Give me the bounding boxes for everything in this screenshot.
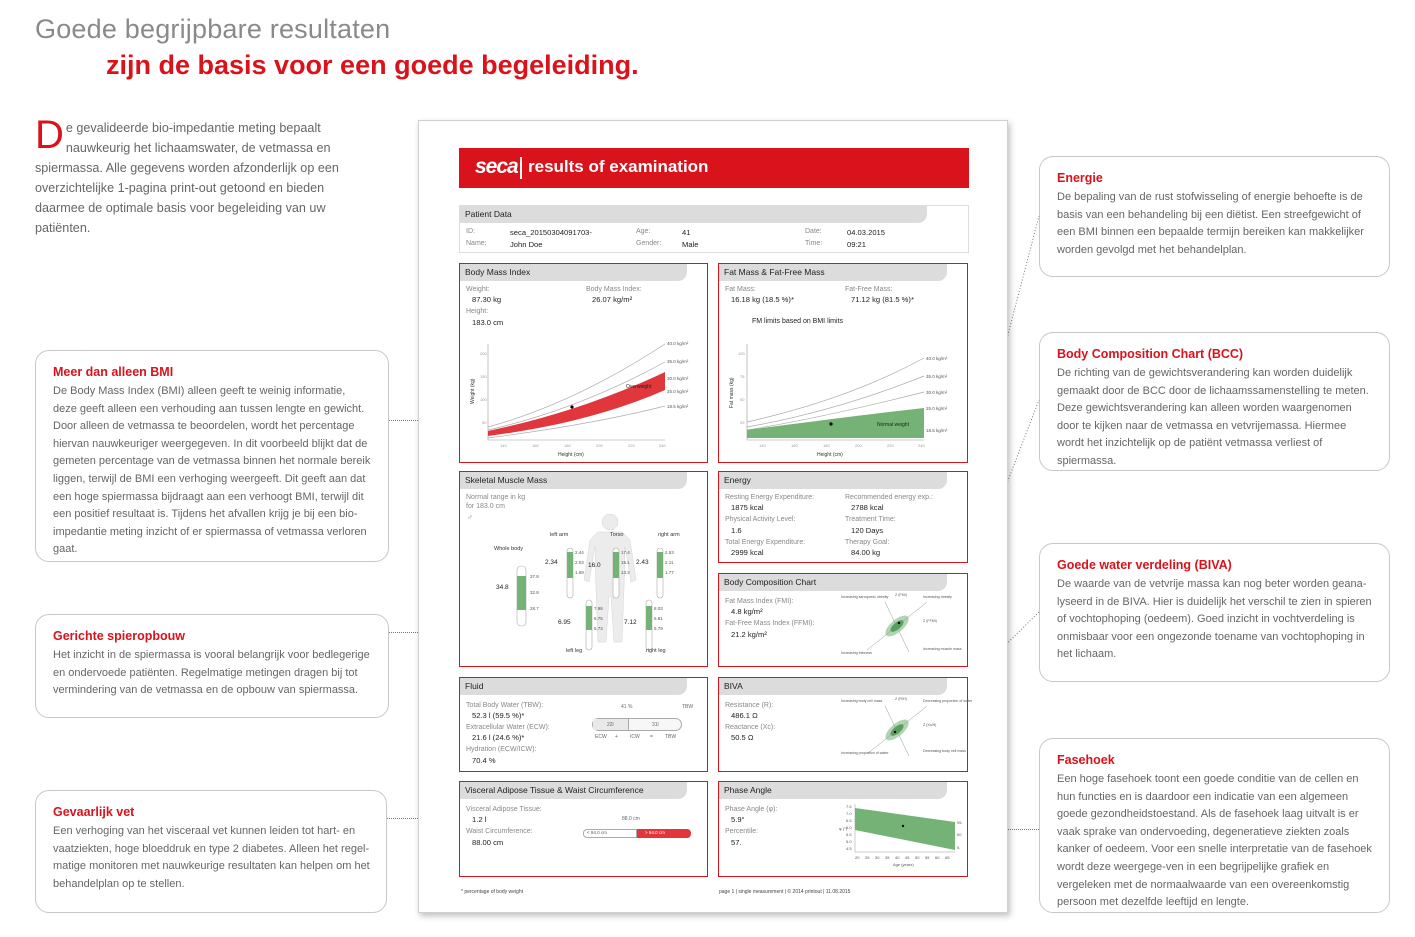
phase-ytick: 6.5 <box>846 818 852 823</box>
box-header: Body Composition Chart <box>719 574 947 591</box>
callout-title: Gevaarlijk vet <box>53 805 135 819</box>
age-value: 41 <box>682 228 691 237</box>
height-value: 183.0 cm <box>472 318 504 327</box>
bmi-xlabel: Height (cm) <box>558 452 584 458</box>
waist-low-label: < 94.0 cm <box>587 830 607 835</box>
r-value: 486.1 Ω <box>731 711 758 720</box>
callout-title: Gerichte spieropbouw <box>53 629 185 643</box>
tee-value: 2999 kcal <box>731 548 764 557</box>
right-leg-scale: 5.79 <box>654 626 663 631</box>
bmi-curve-label-25: 25.0 kg/m² <box>667 389 689 394</box>
left-arm-value: 2.34 <box>545 559 558 566</box>
callout-spier <box>35 614 389 718</box>
time-value: 09:21 <box>847 240 867 249</box>
right-leg-scale: 8.03 <box>654 606 663 611</box>
fm-xtick: 240 <box>918 443 925 448</box>
ffmi-label: Fat-Free Mass Index (FFMI): <box>725 620 815 627</box>
bmi-ytick: 50 <box>482 420 487 425</box>
phase-ytick: 7.0 <box>846 811 852 816</box>
torso-scale: 17.4 <box>621 550 630 555</box>
date-label: Date: <box>805 228 822 235</box>
left-arm-scale: 1.69 <box>575 570 584 575</box>
left-arm-scale: 2.44 <box>575 550 584 555</box>
biva-annotation: Decreasing body cell mass <box>923 749 966 753</box>
waist-value: 88.00 cm <box>472 838 504 847</box>
fm-band-label: Normal weight <box>877 422 909 428</box>
waist-bar <box>583 829 691 838</box>
gender-label: Gender: <box>636 240 662 247</box>
bcc-annotation: Z (FFMI) <box>923 619 937 623</box>
phase-chart <box>827 800 967 876</box>
bmi-ylabel: Weight (kg) <box>470 378 476 404</box>
torso-scale: 15.1 <box>621 560 630 565</box>
body-figure <box>460 496 709 666</box>
phase-xtick: 35 <box>885 855 890 860</box>
fmi-value: 4.8 kg/m² <box>731 607 763 616</box>
bcc-annotation: Increasing obesity <box>923 595 952 599</box>
vat-value: 1.2 l <box>472 815 487 824</box>
phase-ytick: 7.5 <box>846 804 852 809</box>
fm-xtick: 200 <box>855 443 862 448</box>
bcc-point <box>898 622 900 624</box>
bmi-xtick: 160 <box>532 443 539 448</box>
fluid-axis: ECW <box>595 734 607 740</box>
bmi-ytick: 200 <box>480 351 487 356</box>
fluid-ecw-amount: 22l <box>607 722 614 728</box>
intro-text <box>35 113 360 238</box>
label-left-arm: left arm <box>550 532 569 538</box>
rec-label: Recommended energy exp.: <box>845 494 933 501</box>
phase-xtick: 25 <box>865 855 870 860</box>
age-label: Age: <box>636 228 651 235</box>
phase-ytick: 4.5 <box>846 846 852 851</box>
label-whole-body: Whole body <box>494 546 524 552</box>
box-header: Fluid <box>460 678 687 695</box>
fm-yticks <box>738 351 745 425</box>
footer-note: * percentage of body weight <box>461 889 523 895</box>
tbw-label: Total Body Water (TBW): <box>466 702 544 709</box>
callout-title: Meer dan alleen BMI <box>53 365 174 379</box>
pa-value: 5.9° <box>731 815 745 824</box>
report-title: results of examination <box>528 157 709 176</box>
fm-curve-label-25: 25.0 kg/m² <box>926 406 948 411</box>
bcc-box <box>718 573 968 667</box>
printout <box>418 120 1008 913</box>
fm-value: 16.18 kg (18.5 %)* <box>731 295 794 304</box>
whole-scale: 32.8 <box>530 590 539 595</box>
logo-divider <box>520 157 522 179</box>
vat-box <box>459 781 708 877</box>
tbw-value: 52.3 l (59.5 %)* <box>472 711 525 720</box>
box-header: BIVA <box>719 678 947 695</box>
id-label: ID: <box>466 228 475 235</box>
phase-ylabel: φ (°) <box>839 826 847 831</box>
bmi-chart <box>460 332 709 462</box>
box-header: Skeletal Muscle Mass <box>460 472 687 489</box>
pal-label: Physical Activity Level: <box>725 516 796 523</box>
phase-point <box>902 825 904 827</box>
right-arm-scale: 2.11 <box>665 560 674 565</box>
phase-percentile: 5. <box>957 845 961 850</box>
smm-range: Normal range in kg <box>466 494 526 501</box>
ffmi-value: 21.2 kg/m² <box>731 630 767 639</box>
fluid-icw-amount: 31l <box>652 722 659 728</box>
fm-xticks <box>759 443 925 448</box>
ree-value: 1875 kcal <box>731 503 764 512</box>
bmi-curve-label-35: 35.0 kg/m² <box>667 359 689 364</box>
box-header: Phase Angle <box>719 782 947 799</box>
fm-note: FM limits based on BMI limits <box>752 318 844 325</box>
time-label: Time: <box>805 240 823 247</box>
whole-scale: 28.7 <box>530 606 539 611</box>
bmi-value: 26.07 kg/m² <box>592 295 633 304</box>
bmi-curve-label-18: 18.5 kg/m² <box>667 404 689 409</box>
smm-range2: for 183.0 cm <box>466 503 505 510</box>
treat-label: Treatment Time: <box>845 516 896 523</box>
fluid-axis: TBW <box>665 734 677 740</box>
bmi-label: Body Mass Index: <box>586 286 642 293</box>
ecw-value: 21.6 l (24.6 %)* <box>472 733 525 742</box>
phase-xtick: 30 <box>875 855 880 860</box>
torso-scale: 13.2 <box>621 570 630 575</box>
torso-value: 16.0 <box>588 562 601 569</box>
fm-ytick: 50 <box>740 397 745 402</box>
label-left-leg: left leg <box>566 648 583 654</box>
waist-marker: 88.0 cm <box>622 816 640 822</box>
bcc-annotation: Increasing thinness <box>841 651 872 655</box>
callout-bcc <box>1039 332 1390 471</box>
energy-box <box>718 471 968 563</box>
bmi-point <box>570 405 573 408</box>
callout-text: Het inzicht in de spiermassa is vooral belangrijk voor bedlegerige en ondervoede patiënten. Regelmatige metingen dragen bij tot vermindering van de vetmassa en de opbouw van spiermassa. <box>53 649 370 697</box>
ffm-label: Fat-Free Mass: <box>845 286 893 293</box>
phase-percentile: 95. <box>957 820 963 825</box>
biva-annotation: Decreasing proportion of water <box>923 699 973 703</box>
whole-value: 34.8 <box>496 584 509 591</box>
xc-label: Reactance (Xc): <box>725 724 776 731</box>
biva-chart <box>827 694 973 770</box>
intro-body: e gevalideerde bio-impedantie meting bepaalt nauwkeurig het lichaamswater, de vetmassa en spiermassa. Alle gegevens worden afzonderlijk op een overzichtelijke 1-pagina print-out getoond en bieden daarmee de optimale basis voor begeleiding van uw patiënten. <box>35 121 339 235</box>
pal-value: 1.6 <box>731 526 742 535</box>
callout-text: De bepaling van de rust stofwisseling of energie behoefte is de basis van een behandeling bij een diëtist. Een streefgewicht of een BMI binnen een bepaalde termijn bereiken kan makkelijker worden gevolgd met het behandelplan. <box>1057 191 1364 256</box>
phase-xtick: 55 <box>925 855 930 860</box>
treat-value: 120 Days <box>851 526 884 535</box>
bcc-annotation: Z (FMI) <box>895 593 907 597</box>
right-arm-scale: 2.53 <box>665 550 674 555</box>
biva-point <box>894 731 896 733</box>
callout-text: Een verhoging van het visceraal vet kunnen leiden tot hart- en vaatziekten, hoge bloeddruk en type 2 diabetes. Alleen het regel-matige monitoren met nauwkeurige resultaten kan helpen om het behandelplan op te stellen. <box>53 825 370 890</box>
fluid-axis: = <box>650 734 653 740</box>
bmi-band-label: Overweight <box>626 384 652 390</box>
phase-band <box>855 808 955 850</box>
box-header: Fat Mass & Fat-Free Mass <box>719 264 947 281</box>
xc-value: 50.5 Ω <box>731 733 754 742</box>
callout-title: Energie <box>1057 171 1103 185</box>
goal-label: Therapy Goal: <box>845 539 890 546</box>
waist-label: Waist Circumference: <box>466 828 533 835</box>
gender-value: Male <box>682 240 699 249</box>
fmi-label: Fat Mass Index (FMI): <box>725 598 794 605</box>
patient-data-box <box>459 205 969 253</box>
fm-curve-label-18: 18.5 kg/m² <box>926 428 948 433</box>
box-header: Body Mass Index <box>460 264 687 281</box>
goal-value: 84.00 kg <box>851 548 881 557</box>
left-leg-scale: 6.75 <box>594 616 603 621</box>
phase-ytick: 6.0 <box>846 825 852 830</box>
bmi-xtick: 240 <box>659 443 666 448</box>
subheadline: zijn de basis voor een goede begeleiding. <box>106 50 639 80</box>
phase-ytick: 5.5 <box>846 832 852 837</box>
phase-xtick: 50 <box>915 855 920 860</box>
hyd-value: 70.4 % <box>472 756 496 765</box>
callout-text: De Body Mass Index (BMI) alleen geeft te weinig informatie, deze geeft alleen een verhouding aan tussen lengte en gewicht. Door alleen de vetmassa te beoordelen, wordt het percentage hiervan nauwkeuriger weergegeven. In dit voorbeeld blijkt dat de gemeten percentage van de vetmassa binnen het normale bereik liggen, terwijl de BMI een verhoging weergeeft. Dit geeft aan dat een hoge spiermassa bijdraagt aan een verhoogt BMI, terwijl dit een positief resultaat is. Tijdens het afvallen krijg je bij een bio-impedantie meting inzicht of er spiermassa of vetmassa verloren gaat. <box>53 385 371 556</box>
left-leg-scale: 7.98 <box>594 606 603 611</box>
right-arm-scale: 1.77 <box>665 570 674 575</box>
report-banner <box>459 148 969 188</box>
phase-xtick: 45 <box>905 855 910 860</box>
name-label: Name: <box>466 240 487 247</box>
footer-page: page 1 | single measurement | © 2014 printout | 11.08.2015 <box>719 889 851 895</box>
seca-logo: seca <box>475 155 518 178</box>
fm-xtick: 180 <box>823 443 830 448</box>
label-right-arm: right arm <box>658 532 680 538</box>
fat-mass-box <box>718 263 968 463</box>
callout-title: Goede water verdeling (BIVA) <box>1057 558 1232 572</box>
phase-xtick: 65 <box>945 855 950 860</box>
right-arm-value: 2.43 <box>636 559 649 566</box>
fluid-bar <box>592 718 682 731</box>
biva-annotation: Z (R/H) <box>895 697 907 701</box>
hyd-label: Hydration (ECW/ICW): <box>466 746 537 753</box>
callout-biva <box>1039 543 1390 682</box>
bmi-box <box>459 263 708 463</box>
phase-xtick: 60 <box>935 855 940 860</box>
fm-xlabel: Height (cm) <box>817 452 843 458</box>
whole-scale: 37.8 <box>530 574 539 579</box>
bmi-ytick: 100 <box>480 397 487 402</box>
phase-ytick: 5.0 <box>846 839 852 844</box>
fm-xtick: 160 <box>791 443 798 448</box>
label-torso: Torso <box>610 532 624 538</box>
biva-box <box>718 677 973 772</box>
fluid-pct: 41 % <box>621 704 633 710</box>
name-value: John Doe <box>510 240 543 249</box>
dropcap: D <box>35 113 64 157</box>
phase-percentile: 50 <box>957 832 962 837</box>
callout-energie <box>1039 156 1390 277</box>
bmi-ytick: 150 <box>480 374 487 379</box>
headline: Goede begrijpbare resultaten <box>35 14 391 44</box>
fm-ytick: 100 <box>738 351 745 356</box>
biva-annotation: Increasing body cell mass <box>841 699 883 703</box>
biva-annotation: Increasing proportion of water <box>841 751 889 755</box>
box-header: Patient Data <box>460 206 927 223</box>
pct-value: 57. <box>731 838 742 847</box>
skeletal-muscle-box <box>459 471 708 667</box>
phase-xlabel: Age (years) <box>893 862 914 867</box>
callout-text: Een hoge fasehoek toont een goede conditie van de cellen en hun functies en is daardoor een indicatie van een algemeen goede gezondheidstoestand. Als de fasehoek laag uitvalt is er vaak sprake van ondervoeding, degeneratieve ziekten zoals kanker of oedeem. Voor een snelle interpretatie van de fasehoek wordt deze weergege-ven in een begrijpelijke grafiek en vergeleken met de normaalwaarde van een overeenkomstig persoon met dezelfde leeftijd en lengte. <box>1057 773 1372 909</box>
bmi-xtick: 200 <box>596 443 603 448</box>
date-value: 04.03.2015 <box>847 228 886 237</box>
fm-curve-label-30: 30.0 kg/m² <box>926 390 948 395</box>
fm-ytick: 75 <box>740 374 745 379</box>
vat-label: Visceral Adipose Tissue: <box>466 806 542 813</box>
bcc-annotation: Increasing sarcopenic obesity <box>841 595 889 599</box>
waist-high-label: > 94.0 cm <box>645 830 665 835</box>
callout-fase <box>1039 738 1390 913</box>
biva-annotation: Z (Xc/H) <box>923 723 937 727</box>
callout-text: De waarde van de vetvrije massa kan nog beter worden geana-lyseerd in de BIVA. Hier is duidelijk het verschil te zien in spieren of vochtophoping (oedeem). Goed inzicht in vochtverdeling is onmisbaar voor een ongezonde toename van vochtophoping in het lichaam. <box>1057 578 1372 661</box>
callout-title: Body Composition Chart (BCC) <box>1057 347 1244 361</box>
fm-ytick: 25 <box>740 420 745 425</box>
bmi-xtick: 180 <box>564 443 571 448</box>
bmi-xtick: 140 <box>500 443 507 448</box>
bmi-xticks <box>500 443 666 448</box>
callout-bmi <box>35 350 389 562</box>
phase-xtick: 40 <box>895 855 900 860</box>
tee-label: Total Energy Expenditure: <box>725 539 806 546</box>
bmi-curve-label-40: 40.0 kg/m² <box>667 341 689 346</box>
left-leg-value: 6.95 <box>558 619 571 626</box>
right-leg-scale: 6.81 <box>654 616 663 621</box>
bcc-annotation: Increasing muscle mass <box>923 647 962 651</box>
fm-xtick: 220 <box>887 443 894 448</box>
r-label: Resistance (R): <box>725 702 774 709</box>
fm-ylabel: Fat mass (kg) <box>729 377 735 408</box>
height-label: Height: <box>466 308 489 315</box>
fluid-axis: ICW <box>630 734 640 740</box>
label-right-leg: right leg <box>646 648 666 654</box>
fluid-tbw: TBW <box>682 704 694 710</box>
left-leg-scale: 5.73 <box>594 626 603 631</box>
fm-curve-label-35: 35.0 kg/m² <box>926 374 948 379</box>
male-icon: ♂ <box>467 513 473 522</box>
bmi-xtick: 220 <box>628 443 635 448</box>
fm-label: Fat Mass: <box>725 286 756 293</box>
weight-value: 87.30 kg <box>472 295 502 304</box>
fluid-box <box>459 677 708 772</box>
id-value: seca_20150304091703- <box>510 228 592 237</box>
fm-xtick: 140 <box>759 443 766 448</box>
box-header: Visceral Adipose Tissue & Waist Circumference <box>460 782 687 799</box>
pa-label: Phase Angle (φ): <box>725 806 778 813</box>
callout-vet <box>35 790 387 913</box>
phase-angle-box <box>718 781 968 877</box>
bmi-curve-label-30: 30.0 kg/m² <box>667 376 689 381</box>
weight-label: Weight: <box>466 286 490 293</box>
phase-xtick: 20 <box>855 855 860 860</box>
fm-chart <box>719 332 969 462</box>
rec-value: 2788 kcal <box>851 503 884 512</box>
box-header: Energy <box>719 472 947 489</box>
fm-curve-label-40: 40.0 kg/m² <box>926 356 948 361</box>
callout-text: De richting van de gewichtsverandering kan worden duidelijk gemaakt door de BCC door de lichaamssamenstelling te meten. Deze gewichtsverandering kan alleen worden waargenomen door te kijken naar de vetmassa en vetvrijemassa. Hiermee wordt het inzichtelijk op de patiënt vetmassa verliest of spiermassa. <box>1057 367 1369 467</box>
bmi-yticks <box>480 351 487 425</box>
left-arm-scale: 2.03 <box>575 560 584 565</box>
callout-title: Fasehoek <box>1057 753 1115 767</box>
ffm-value: 71.12 kg (81.5 %)* <box>851 295 914 304</box>
right-leg-value: 7.12 <box>624 619 637 626</box>
ree-label: Resting Energy Expenditure: <box>725 494 815 501</box>
fluid-axis: + <box>615 734 618 740</box>
bcc-chart <box>827 590 967 666</box>
ecw-label: Extracellular Water (ECW): <box>466 724 550 731</box>
fm-point <box>829 422 832 425</box>
pct-label: Percentile: <box>725 828 759 835</box>
